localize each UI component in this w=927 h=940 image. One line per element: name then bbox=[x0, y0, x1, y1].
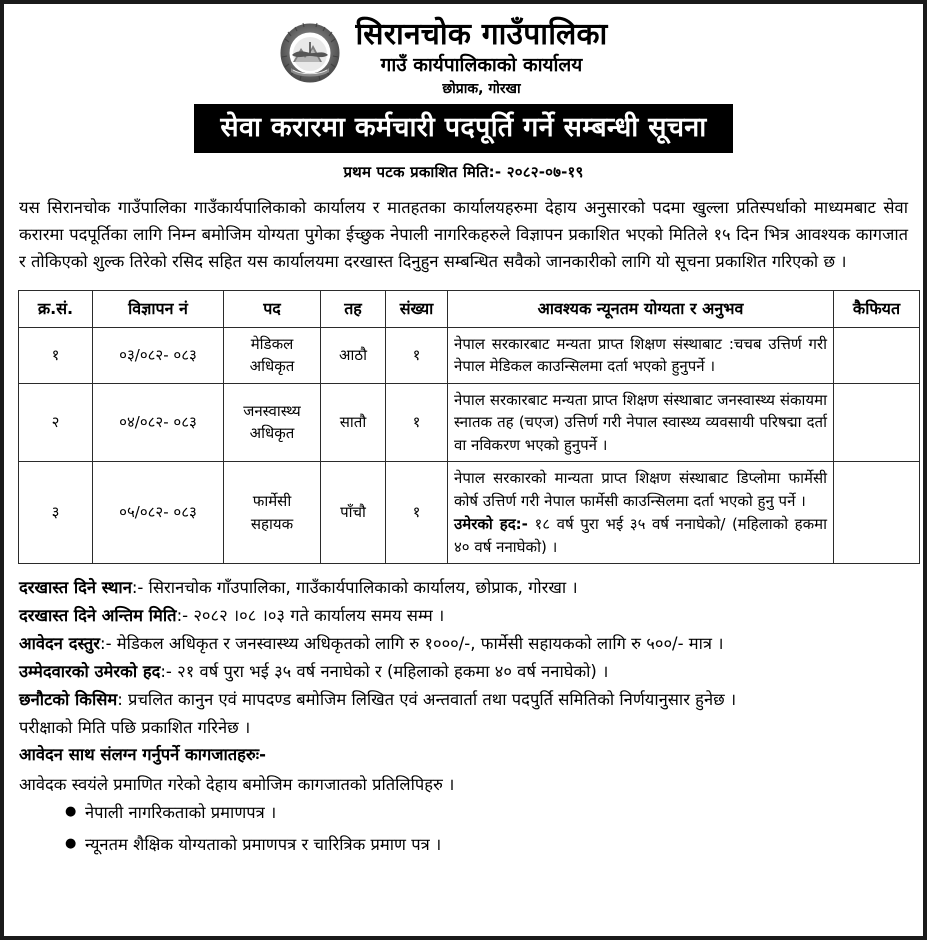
cell-qualification bbox=[448, 327, 834, 383]
cell-level: पाँचौ bbox=[321, 462, 386, 564]
column-header-qualification: आवश्यक न्यूनतम योग्यता र अनुभव bbox=[448, 290, 834, 327]
detail-label: दरखास्त दिने अन्तिम मिति bbox=[19, 606, 177, 626]
column-header-ad-no: विज्ञापन नं bbox=[93, 290, 224, 327]
cell-remark bbox=[834, 383, 920, 462]
detail-selection-continuation: परीक्षाको मिति पछि प्रकाशित गरिनेछ । bbox=[19, 717, 251, 737]
bullet-icon: ● bbox=[65, 804, 77, 820]
banner-container bbox=[16, 104, 911, 153]
column-header-level: तह bbox=[321, 290, 386, 327]
organization-name: सिरानचोक गाउँपालिका bbox=[355, 17, 608, 52]
detail-value: :- सिरानचोक गाँउपालिका, गाउँकार्यपालिकाको कार्यालय, छोप्राक, गोरखा । bbox=[131, 578, 578, 598]
nepal-national-emblem-icon bbox=[279, 22, 341, 88]
documents-section-label bbox=[19, 742, 908, 769]
bullet-icon: ● bbox=[65, 836, 77, 851]
column-header-post: पद bbox=[224, 290, 321, 327]
documents-label: आवेदन साथ संलग्न गर्नुपर्ने कागजातहरुः- bbox=[19, 745, 266, 765]
detail-selection-type bbox=[19, 687, 908, 714]
list-item bbox=[65, 801, 908, 826]
cell-count: १ bbox=[386, 327, 448, 383]
cell-post: मेडिकल अधिकृत bbox=[224, 327, 321, 383]
qualification-text: नेपाल सरकारबाट मन्यता प्राप्त शिक्षण संस्थाबाट :चचब उत्तिर्ण गरी नेपाल मेडिकल काउन्सिलमा दर्ता भएको हुनुपर्ने । bbox=[454, 334, 827, 376]
vacancy-table bbox=[18, 290, 920, 565]
list-item-label: नेपाली नागरिकताको प्रमाणपत्र । bbox=[85, 803, 277, 823]
detail-label: उम्मेदवारको उमेरको हद bbox=[19, 661, 161, 681]
cell-ad-no: ०५/०८२- ०८३ bbox=[93, 462, 224, 564]
cell-sn: २ bbox=[19, 383, 93, 462]
cell-qualification bbox=[448, 383, 834, 462]
organization-place: छोप्राक, गोरखा bbox=[442, 81, 521, 98]
qualification-text: नेपाल सरकारबाट मन्यता प्राप्त शिक्षण संस्थाबाट जनस्वास्थ्य संकायमा स्नातक तह (चएज) उत्तिर्ण गरी नेपाल स्वास्थ्य व्यवसायी परिषद्मा दर्ता वा नविकरण भएको हुनुपर्ने । bbox=[454, 390, 827, 454]
age-limit-line bbox=[454, 513, 827, 558]
cell-count: १ bbox=[386, 383, 448, 462]
detail-label: आवेदन दस्तुर bbox=[19, 633, 101, 653]
age-limit-text: १८ वर्ष पुरा भई ३५ वर्ष ननाघेको/ (महिलाको हकमा ४० वर्ष ननाघेको) । bbox=[454, 515, 827, 556]
list-item bbox=[65, 833, 908, 858]
list-item-label: न्यूनतम शैक्षिक योग्यताको प्रमाणपत्र र चारित्रिक प्रमाण पत्र । bbox=[85, 835, 442, 854]
cell-post: जनस्वास्थ्य अधिकृत bbox=[224, 383, 321, 462]
documents-intro: आवेदक स्वयंले प्रमाणित गरेको देहाय बमोजिम कागजातको प्रतिलिपिहरु । bbox=[19, 775, 455, 795]
cell-qualification bbox=[448, 462, 834, 564]
detail-value: : प्रचलित कानुन एवं मापदण्ड बमोजिम लिखित एवं अन्तवार्ता तथा पदपुर्ति समितिको निर्णयानुसार हुनेछ । bbox=[117, 689, 737, 709]
detail-value: :- मेडिकल अधिकृत र जनस्वास्थ्य अधिकृतको लागि रु १०००/-, फार्मेसी सहायकको लागि रु ५००/- मात्र । bbox=[100, 633, 724, 653]
cell-sn: ३ bbox=[19, 462, 93, 564]
detail-value: :- २०८२ ।०८ ।०३ गते कार्यालय समय सम्म । bbox=[176, 606, 445, 626]
column-header-sn: क्र.सं. bbox=[19, 290, 93, 327]
detail-application-place bbox=[19, 575, 908, 602]
organization-office: गाउँ कार्यपालिकाको कार्यालय bbox=[380, 53, 583, 76]
column-header-remark: कैफियत bbox=[834, 290, 920, 327]
detail-label: दरखास्त दिने स्थान bbox=[19, 578, 132, 598]
detail-label: छनौटको किसिम bbox=[19, 689, 118, 709]
table-header-row bbox=[19, 290, 920, 327]
cell-level: सातौ bbox=[321, 383, 386, 462]
cell-remark bbox=[834, 462, 920, 564]
table-row bbox=[19, 383, 920, 462]
detail-application-fee bbox=[19, 631, 908, 658]
table-row bbox=[19, 327, 920, 383]
qualification-text: नेपाल सरकारको मान्यता प्राप्त शिक्षण संस्थाबाट डिप्लोमा फार्मेसी कोर्ष उत्तिर्ण गरी नेपाल फार्मेसी काउन्सिलमा दर्ता भएको हुनु पर्ने । bbox=[454, 469, 827, 510]
detail-application-deadline bbox=[19, 603, 908, 630]
cell-ad-no: ०४/०८२- ०८३ bbox=[93, 383, 224, 462]
document-body bbox=[4, 4, 923, 936]
age-limit-label: उमेरको हद:- bbox=[454, 515, 528, 534]
table-row bbox=[19, 462, 920, 564]
notice-title-banner: सेवा करारमा कर्मचारी पदपूर्ति गर्ने सम्बन्धी सूचना bbox=[194, 104, 732, 153]
cell-level: आठौ bbox=[321, 327, 386, 383]
column-header-count: संख्या bbox=[386, 290, 448, 327]
detail-value: :- २१ वर्ष पुरा भई ३५ वर्ष ननाघेको र (महिलाको हकमा ४० वर्ष ननाघेको) । bbox=[160, 661, 609, 681]
organization-identity bbox=[355, 18, 647, 98]
publication-date: प्रथम पटक प्रकाशित मिति:- २०८२-०७-१९ bbox=[343, 163, 584, 182]
documents-list bbox=[19, 801, 908, 858]
details-section bbox=[19, 575, 908, 858]
cell-sn: १ bbox=[19, 327, 93, 383]
cell-count: १ bbox=[386, 462, 448, 564]
cell-post: फार्मेसी सहायक bbox=[224, 462, 321, 564]
cell-ad-no: ०३/०८२- ०८३ bbox=[93, 327, 224, 383]
intro-paragraph: यस सिरानचोक गाउँपालिका गाउँकार्यपालिकाको कार्यालय र मातहतका कार्यालयहरुमा देहाय अनुसारको पदमा खुल्ला प्रतिस्पर्धाको माध्यमबाट सेवा करारमा पदपूर्तिका लागि निम्न बमोजिम योग्यता पुगेका ईच्छुक नेपाली नागरिकहरुले विज्ञापन प्रकाशित भएको मितिले १५ दिन भित्र आवश्यक कागजात र तोकिएको शुल्क तिरेको रसिद सहित यस कार्यालयमा दरखास्त दिनुहुन सम्बन्धित सवैको जानकारीको लागि यो सूचना प्रकाशित गरिएको छ । bbox=[19, 198, 908, 271]
cell-remark bbox=[834, 327, 920, 383]
detail-age-limit bbox=[19, 659, 908, 686]
masthead bbox=[16, 10, 911, 98]
